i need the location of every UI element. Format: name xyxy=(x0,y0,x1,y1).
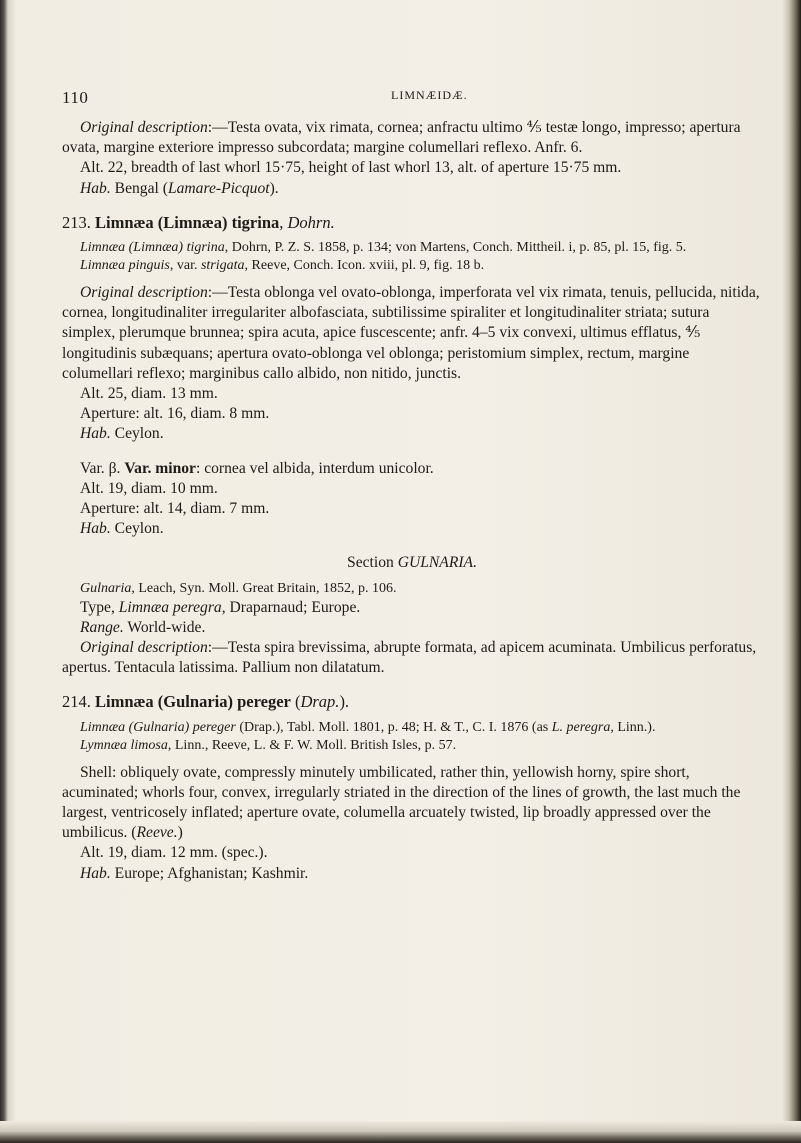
var-beta-hab xyxy=(62,519,762,539)
hab-214 xyxy=(62,864,762,884)
syn-214-1-ref: (Drap.), Tabl. Moll. 1801, p. 48; H. & T., C. I. 1876 (as xyxy=(235,719,552,735)
section-ref xyxy=(62,580,762,598)
orig-desc-1-text: :—Testa ovata, vix rimata, cornea; anfractu ultimo ⅘ testæ longo, impresso; apertura ovata, margine exteriore impresso subcordata; margine columellari reflexo. Anfr. 6. xyxy=(62,119,741,157)
var-beta-name: Var. minor xyxy=(124,459,196,477)
hab-1-author: Lamare-Picquot xyxy=(167,179,270,197)
section-type xyxy=(62,598,762,618)
syn-213-1 xyxy=(62,239,762,257)
var-beta-aperture: Aperture: alt. 14, diam. 7 mm. xyxy=(80,500,270,518)
page-edge-right xyxy=(783,0,801,1143)
syn-214-1 xyxy=(62,719,762,737)
syn-213-2-name: Limnæa pinguis xyxy=(80,258,170,274)
hab-214-text: Europe; Afghanistan; Kashmir. xyxy=(114,864,309,882)
hab-213-label: Hab. xyxy=(80,425,111,443)
syn-214-2-name: Lymnæa limosa xyxy=(80,737,168,753)
section-heading xyxy=(62,553,762,573)
section-range-label: Range. xyxy=(80,618,124,636)
orig-desc-213 xyxy=(62,283,762,384)
aperture-213: Aperture: alt. 16, diam. 8 mm. xyxy=(80,405,270,423)
shell-214 xyxy=(62,763,762,844)
orig-desc-213-label: Original description xyxy=(80,284,208,302)
species-214-paren-close: ). xyxy=(339,692,350,712)
syn-213-2-var: strigata xyxy=(200,258,245,274)
page-number: 110 xyxy=(62,88,89,107)
section-word: Section xyxy=(347,554,394,572)
syn-214-1-alt: L. peregra xyxy=(551,719,611,735)
section-type-label: Type, xyxy=(80,598,119,616)
section-range xyxy=(62,618,762,638)
species-214-author: Drap. xyxy=(300,692,340,712)
shell-214-author: Reeve. xyxy=(136,824,178,842)
hab-214-label: Hab. xyxy=(80,864,111,882)
page-body xyxy=(62,118,762,884)
section-desc xyxy=(62,638,762,678)
syn-213-2 xyxy=(62,257,762,275)
hab-213 xyxy=(62,424,762,444)
orig-desc-1 xyxy=(62,118,762,158)
var-beta-213 xyxy=(62,459,762,479)
section-range-text: World-wide. xyxy=(123,618,206,636)
section-name: GULNARIA. xyxy=(397,554,477,572)
syn-214-1-name: Limnæa (Gulnaria) pereger xyxy=(80,719,236,735)
species-214-num: 214. xyxy=(62,692,91,712)
species-213-comma: , xyxy=(279,212,284,232)
syn-214-1-end: , Linn.). xyxy=(610,719,656,735)
species-213-author: Dohrn. xyxy=(287,212,335,232)
shell-214-text: Shell: obliquely ovate, compressly minutely umbilicated, rather thin, yellowish horny, spire short, acuminated; whorls four, convex, irregularly striated in the direction of the lines of growth, the last much the largest, ventricosely inflated; aperture ovate, columella arcuately twisted, lip broadly appressed over the umbilicus. ( xyxy=(62,763,741,842)
hab-1-label: Hab. xyxy=(80,179,111,197)
syn-213-1-ref: , Dohrn, P. Z. S. 1858, p. 134; von Martens, Conch. Mittheil. i, p. 85, pl. 15, fig. 5. xyxy=(224,240,687,256)
section-ref-name: Gulnaria xyxy=(80,580,132,596)
alt-214: Alt. 19, diam. 12 mm. (spec.). xyxy=(80,844,268,862)
species-213-num: 213. xyxy=(62,212,91,232)
var-beta-text: : cornea vel albida, interdum unicolor. xyxy=(195,459,434,477)
species-214-heading xyxy=(62,692,762,712)
alt-1: Alt. 22, breadth of last whorl 15·75, height of last whorl 13, alt. of aperture 15·75 mm. xyxy=(80,159,622,177)
var-beta-hab-label: Hab. xyxy=(80,520,111,538)
orig-desc-1-label: Original description xyxy=(80,119,208,136)
syn-213-2-ref: , Reeve, Conch. Icon. xviii, pl. 9, fig. 18 b. xyxy=(244,258,485,274)
var-beta-label: Var. β. xyxy=(80,459,121,477)
species-213-name: Limnæa (Limnæa) tigrina xyxy=(95,212,280,232)
orig-desc-213-text: :—Testa oblonga vel ovato-oblonga, imperforata vel vix rimata, tenuis, pellucida, nitida, cornea, longitudinaliter irregulariter albofasciata, subtilissime spiraliter et longitudinaliter striata; sutura simplex, plerumque brunnea; spira acuta, apice fuscescente; anfr. 4–5 vix convexi, ultimus efflatus, ⅘ longitudinis subæquans; apertura ovato-oblonga vel oblonga; peristomium simplex, rectum, margine columellari reflexo; marginibus callo albido, non nitido, junctis. xyxy=(62,284,760,382)
syn-213-2-mid: , var. xyxy=(169,258,201,274)
syn-214-2-ref: , Linn., Reeve, L. & F. W. Moll. British Isles, p. 57. xyxy=(167,737,457,753)
hab-1-end: ). xyxy=(269,179,279,197)
running-head: LIMNÆIDÆ. xyxy=(391,88,468,102)
shell-214-end: ) xyxy=(177,824,183,842)
section-desc-text: :—Testa spira brevissima, abrupte formata, ad apicem acuminata. Umbilicus perforatus, apertus. Tentacula latissima. Pallium non dilatatum. xyxy=(62,639,757,677)
section-desc-label: Original description xyxy=(80,639,208,657)
section-ref-text: , Leach, Syn. Moll. Great Britain, 1852, p. 106. xyxy=(131,580,397,596)
species-214-paren-open: ( xyxy=(294,692,301,712)
section-type-text: , Draparnaud; Europe. xyxy=(221,598,361,616)
alt-213: Alt. 25, diam. 13 mm. xyxy=(80,385,218,403)
syn-213-1-name: Limnæa (Limnæa) tigrina xyxy=(80,240,225,256)
hab-1 xyxy=(62,179,762,199)
hab-1-text: Bengal ( xyxy=(114,179,168,197)
var-beta-hab-text: Ceylon. xyxy=(114,520,164,538)
page-edge-bottom xyxy=(0,1121,801,1143)
syn-214-2 xyxy=(62,737,762,755)
section-type-name: Limnæa peregra xyxy=(118,598,222,616)
var-beta-alt: Alt. 19, diam. 10 mm. xyxy=(80,479,218,497)
species-214-name: Limnæa (Gulnaria) pereger xyxy=(95,692,291,712)
hab-213-text: Ceylon. xyxy=(114,425,164,443)
species-213-heading xyxy=(62,213,762,233)
